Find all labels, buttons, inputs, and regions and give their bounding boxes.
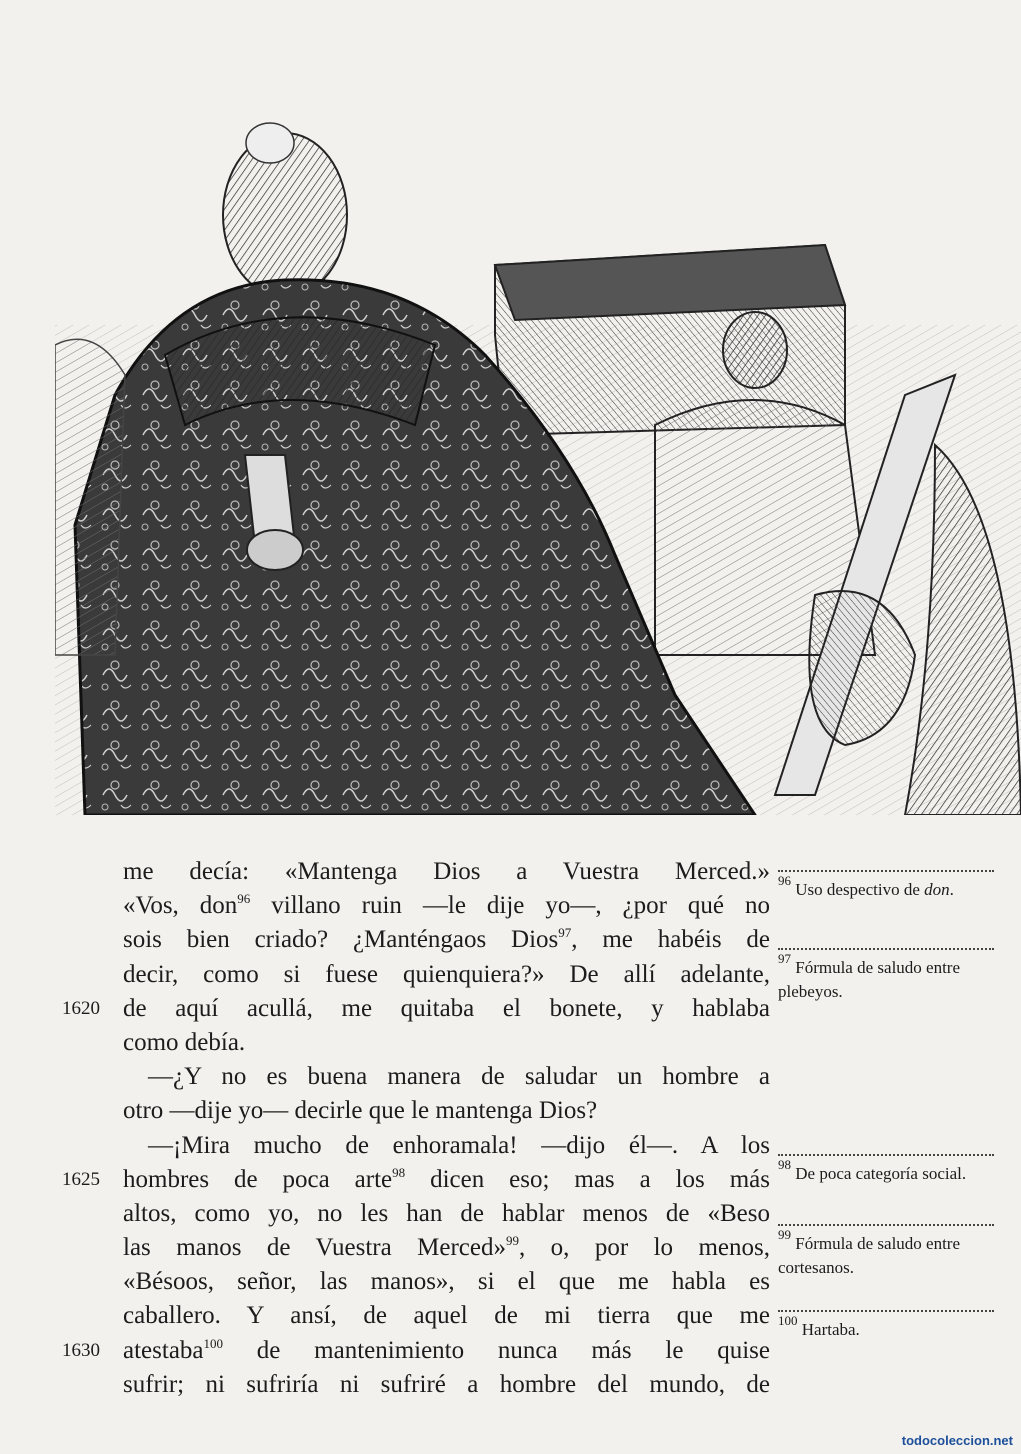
text-line: sufrir; ni sufriría ni sufriré a hombre del mundo, de bbox=[123, 1370, 770, 1398]
footnote-ref: 98 bbox=[392, 1164, 406, 1180]
footnote-99: $^{99}$ Fórmula de saludo entre cortesanos. bbox=[778, 1224, 994, 1280]
line-number: 1630 bbox=[62, 1339, 100, 1361]
text-line: como debía. bbox=[123, 1028, 246, 1056]
text-line: altos, como yo, no les han de hablar menos de «Beso bbox=[123, 1199, 770, 1227]
text-line: sois bien criado? ¿Manténgaos Dios$^{97}$, me habéis de bbox=[123, 925, 770, 954]
text-line: atestaba$^{100}$ de mantenimiento nunca más le quise bbox=[123, 1335, 770, 1364]
text-line: —¿Y no es buena manera de saludar un hombre a bbox=[148, 1063, 770, 1091]
text-line: otro —dije yo— decirle que le mantenga Dios? bbox=[123, 1097, 598, 1125]
footnote-divider bbox=[778, 870, 994, 878]
footnote-ref: 99 bbox=[506, 1233, 519, 1249]
funeral-illustration bbox=[55, 95, 1021, 815]
text-line: decir, como si fuese quienquiera?» De allí adelante, bbox=[123, 960, 770, 988]
main-text bbox=[123, 855, 770, 1402]
text-line: me decía: «Mantenga Dios a Vuestra Merced.» bbox=[123, 858, 770, 885]
text-line: hombres de poca arte$^{98}$ dicen eso; mas a los más bbox=[123, 1164, 770, 1193]
watermark: todocoleccion.net bbox=[901, 1433, 1013, 1448]
text-line: las manos de Vuestra Merced»$^{99}$, o, por lo menos, bbox=[123, 1233, 771, 1262]
text-line: «Vos, don$^{96}$ villano ruin —le dije yo—, ¿por qué no bbox=[123, 891, 770, 920]
footnote-divider bbox=[778, 1310, 994, 1318]
line-number: 1625 bbox=[62, 1168, 100, 1190]
footnote-98: $^{98}$ De poca categoría social. bbox=[778, 1154, 994, 1186]
text-line: caballero. Y ansí, de aquel de mi tierra que me bbox=[123, 1302, 770, 1330]
footnote-divider bbox=[778, 948, 994, 956]
footnote-divider bbox=[778, 1224, 994, 1232]
text-line: de aquí acullá, me quitaba el bonete, y hablaba bbox=[123, 994, 770, 1022]
footnote-100: $^{100}$ Hartaba. bbox=[778, 1310, 994, 1342]
footnote-divider bbox=[778, 1154, 994, 1162]
engraving-drawing bbox=[55, 95, 1021, 815]
line-number: 1620 bbox=[62, 997, 100, 1019]
footnote-97: $^{97}$ Fórmula de saludo entre plebeyos. bbox=[778, 948, 994, 1004]
footnote-ref: 96 bbox=[237, 891, 251, 907]
footnote-ref: 100 bbox=[203, 1335, 224, 1351]
text-line: «Bésoos, señor, las manos», si el que me habla es bbox=[123, 1268, 770, 1296]
text-line: —¡Mira mucho de enhoramala! —dijo él—. A los bbox=[148, 1131, 770, 1159]
footnote-96: $^{96}$ Uso despectivo de don. bbox=[778, 870, 994, 902]
footnote-ref: 97 bbox=[558, 925, 572, 941]
